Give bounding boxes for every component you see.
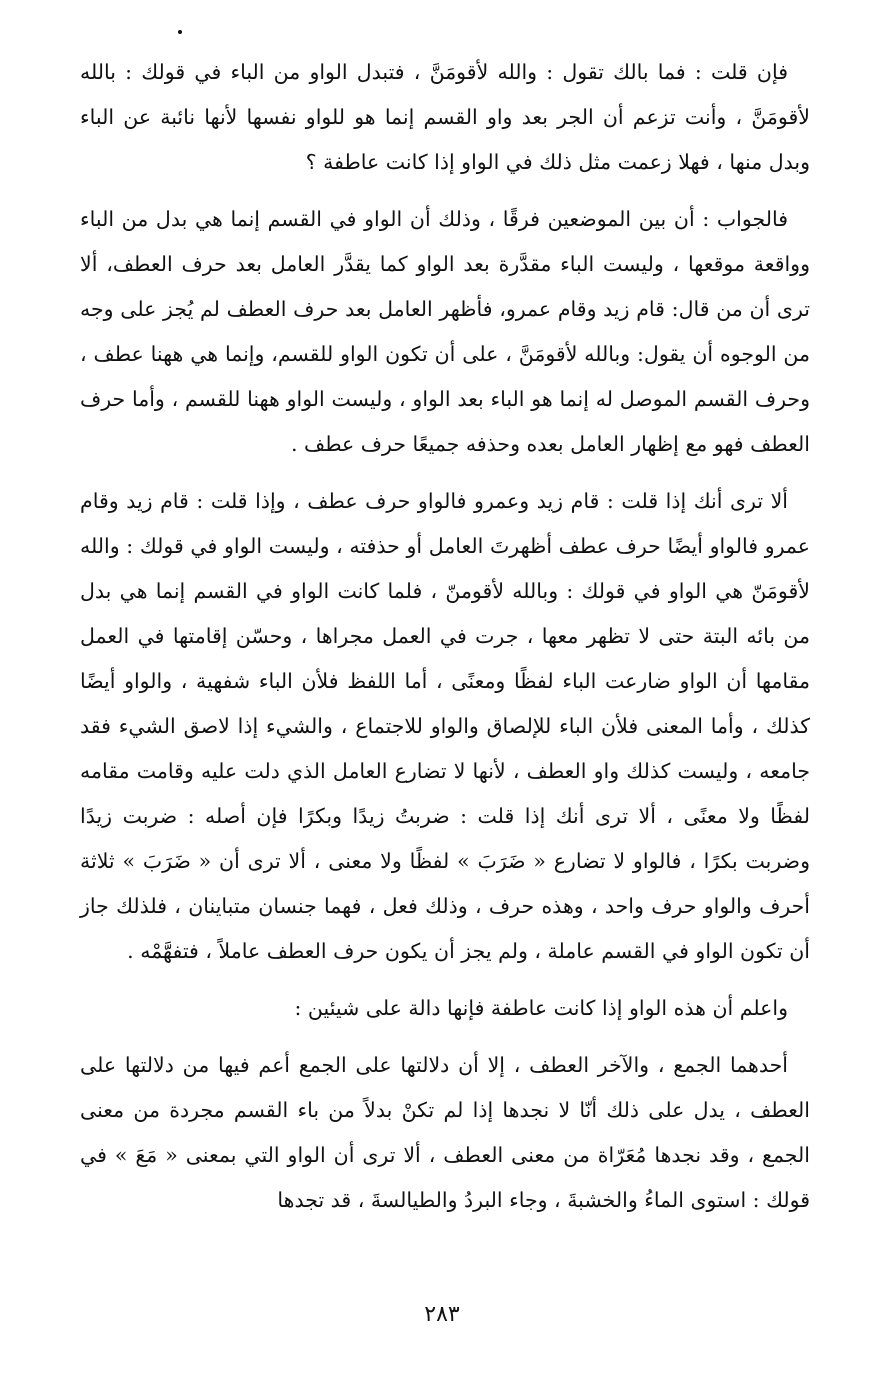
paragraph-meanings: أحدهما الجمع ، والآخر العطف ، إلا أن دلالتها على الجمع أعم فيها من دلالتها على العطف ، يدل على ذلك أنّا لا نجدها إذا لم تكنْ بدلاً من باء القسم مجردة من معنى الجمع ، وقد نجدها مُعَرّاة من معنى العطف ، ألا ترى أن الواو التي بمعنى « مَعَ » في قولك : استوى الماءُ والخشبةَ ، وجاء البردُ والطيالسةَ ، قد تجدها — [80, 1053, 810, 1212]
stray-mark — [178, 30, 182, 34]
page-number: ٢٨٣ — [424, 1302, 460, 1327]
paragraph-explanation: ألا ترى أنك إذا قلت : قام زيد وعمرو فالواو حرف عطف ، وإذا قلت : قام زيد وقام عمرو فالواو أيضًا حرف عطف أظهرتَ العامل أو حذفته ، وليست الواو في قولك : والله لأقومَنّ هي الواو في قولك : وبالله لأقومنّ ، فلما كانت الواو في القسم إنما هي بدل من بائه البتة حتى لا تظهر معها ، جرت في العمل مجراها ، وحسّن إقامتها في العمل مقامها أن الواو ضارعت الباء لفظًا ومعنًى ، أما اللفظ فلأن الباء شفهية ، والواو أيضًا كذلك ، وأما المعنى فلأن الباء للإلصاق والواو للاجتماع ، والشيء إذا لاصق الشيء فقد جامعه ، وليست كذلك واو العطف ، لأنها لا تضارع العامل الذي دلت عليه وقامت مقامه لفظًا ولا معنًى ، ألا ترى أنك إذا قلت : ضربتُ زيدًا وبكرًا فإن أصله : ضربت زيدًا وضربت بكرًا ، فالواو لا تضارع « ضَرَبَ » لفظًا ولا معنى ، ألا ترى أن « ضَرَبَ » ثلاثة أحرف والواو حرف واحد ، وهذه حرف ، وذلك فعل ، فهما جنسان متباينان ، فلذلك جاز أن تكون الواو في القسم عاملة ، ولم يجز أن يكون حرف العطف عاملاً ، فتفهَّمْه . — [80, 489, 810, 963]
paragraph-answer: فالجواب : أن بين الموضعين فرقًا ، وذلك أن الواو في القسم إنما هي بدل من الباء وواقعة موقعها ، وليست الباء مقدَّرة بعد الواو كما يقدَّر العامل بعد حرف العطف، ألا ترى أن من قال: قام زيد وقام عمرو، فأظهر العامل بعد حرف العطف لم يُجز على وجه من الوجوه أن يقول: وبالله لأقومَنَّ ، على أن تكون الواو للقسم، وإنما هي ههنا عطف ، وحرف القسم الموصل له إنما هو الباء بعد الواو ، وليست الواو ههنا للقسم ، وأما حرف العطف فهو مع إظهار العامل بعده وحذفه جميعًا حرف عطف . — [80, 207, 810, 456]
page-body — [80, 50, 810, 1223]
paragraph-note: واعلم أن هذه الواو إذا كانت عاطفة فإنها دالة على شيئين : — [294, 996, 788, 1020]
paragraph-question: فإن قلت : فما بالك تقول : والله لأقومَنَّ ، فتبدل الواو من الباء في قولك : بالله لأقومَنَّ ، وأنت تزعم أن الجر بعد واو القسم إنما هو للواو نفسها لأنها نائبة عن الباء وبدل منها ، فهلا زعمت مثل ذلك في الواو إذا كانت عاطفة ؟ — [80, 60, 810, 174]
